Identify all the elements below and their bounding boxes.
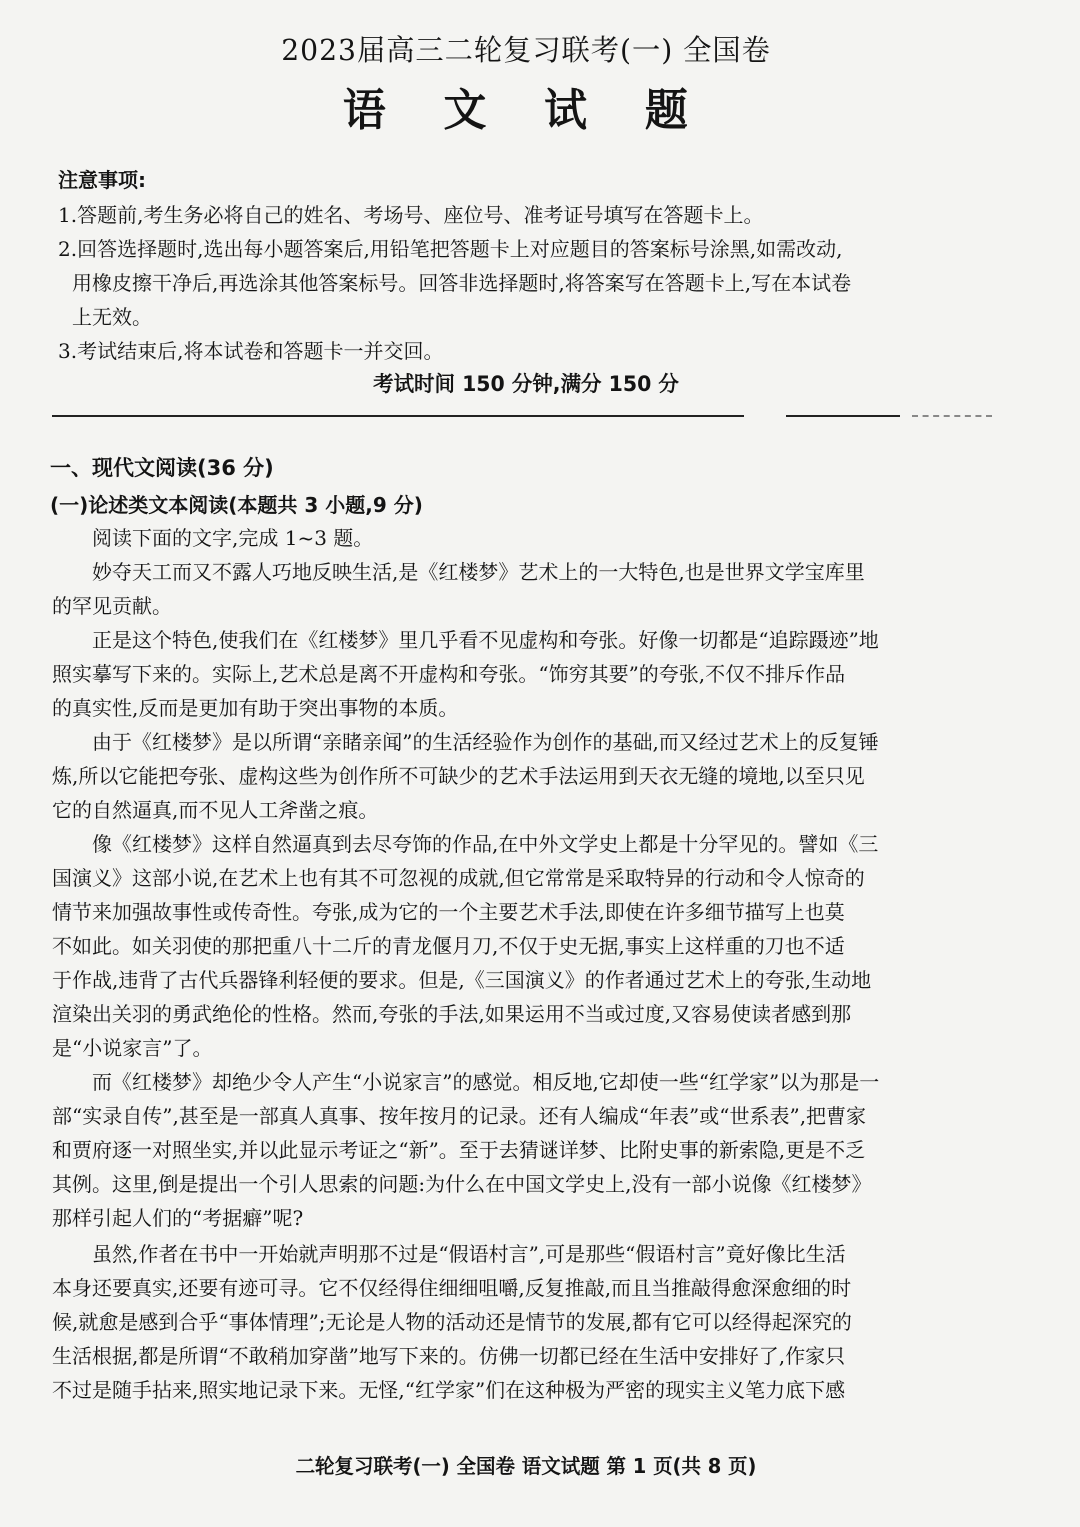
exam-time-info: 考试时间 150 分钟,满分 150 分 [373, 372, 679, 396]
page-footer: 二轮复习联考(一) 全国卷 语文试题 第 1 页(共 8 页) [295, 1454, 757, 1478]
divider-line-mid [786, 415, 900, 417]
passage-line: 于作战,违背了古代兵器锋利轻便的要求。但是,《三国演义》的作者通过艺术上的夸张,生动地 [52, 968, 872, 992]
divider-line-left [52, 415, 744, 417]
notice-item-1: 1.答题前,考生务必将自己的姓名、考场号、座位号、准考证号填写在答题卡上。 [58, 203, 764, 227]
passage-line: 渲染出关羽的勇武绝伦的性格。然而,夸张的手法,如果运用不当或过度,又容易使读者感到那 [52, 1002, 852, 1026]
passage-line: 不过是随手拈来,照实地记录下来。无怪,“红学家”们在这种极为严密的现实主义笔力底下感 [52, 1378, 846, 1402]
passage-line: 照实摹写下来的。实际上,艺术总是离不开虚构和夸张。“饰穷其要”的夸张,不仅不排斥作品 [52, 662, 846, 686]
section-subheading: (一)论述类文本阅读(本题共 3 小题,9 分) [50, 493, 423, 517]
passage-line: 妙夺天工而又不露人巧地反映生活,是《红楼梦》艺术上的一大特色,也是世界文学宝库里 [92, 560, 865, 584]
passage-line: 而《红楼梦》却绝少令人产生“小说家言”的感觉。相反地,它却使一些“红学家”以为那是一 [92, 1070, 880, 1094]
passage-line: 炼,所以它能把夸张、虚构这些为创作所不可缺少的艺术手法运用到天衣无缝的境地,以至只见 [52, 764, 865, 788]
passage-line: 和贾府逐一对照坐实,并以此显示考证之“新”。至于去猜谜详梦、比附史事的新索隐,更是不乏 [52, 1138, 866, 1162]
passage-line: 本身还要真实,还要有迹可寻。它不仅经得住细细咀嚼,反复推敲,而且当推敲得愈深愈细的时 [52, 1276, 852, 1300]
subject-title: 语 文 试 题 [342, 85, 710, 136]
divider-line-right [912, 415, 992, 417]
passage-line: 部“实录自传”,甚至是一部真人真事、按年按月的记录。还有人编成“年表”或“世系表”,把曹家 [52, 1104, 867, 1128]
passage-line: 国演义》这部小说,在艺术上也有其不可忽视的成就,但它常常是采取特异的行动和令人惊奇的 [52, 866, 865, 890]
passage-line: 虽然,作者在书中一开始就声明那不过是“假语村言”,可是那些“假语村言”竟好像比生活 [92, 1242, 846, 1266]
passage-line: 其例。这里,倒是提出一个引人思索的问题:为什么在中国文学史上,没有一部小说像《红楼梦》 [52, 1172, 872, 1196]
passage-line: 生活根据,都是所谓“不敢稍加穿凿”地写下来的。仿佛一切都已经在生活中安排好了,作家只 [52, 1344, 846, 1368]
notice-item-2-line-3: 上无效。 [72, 305, 152, 329]
notice-title: 注意事项: [58, 168, 146, 192]
passage-line: 它的自然逼真,而不见人工斧凿之痕。 [52, 798, 379, 822]
reading-instruction: 阅读下面的文字,完成 1~3 题。 [92, 526, 374, 550]
notice-item-2-line-1: 2.回答选择题时,选出每小题答案后,用铅笔把答题卡上对应题目的答案标号涂黑,如需改动, [58, 237, 843, 261]
passage-line: 像《红楼梦》这样自然逼真到去尽夸饰的作品,在中外文学史上都是十分罕见的。譬如《三 [92, 832, 879, 856]
passage-line: 的罕见贡献。 [52, 594, 172, 618]
notice-item-3: 3.考试结束后,将本试卷和答题卡一并交回。 [58, 339, 444, 363]
passage-line: 是“小说家言”了。 [52, 1036, 213, 1060]
notice-item-2-line-2: 用橡皮擦干净后,再选涂其他答案标号。回答非选择题时,将答案写在答题卡上,写在本试卷 [72, 271, 852, 295]
section-heading: 一、现代文阅读(36 分) [50, 456, 274, 480]
passage-line: 的真实性,反而是更加有助于突出事物的本质。 [52, 696, 459, 720]
passage-line: 由于《红楼梦》是以所谓“亲睹亲闻”的生活经验作为创作的基础,而又经过艺术上的反复锤 [92, 730, 879, 754]
passage-line: 正是这个特色,使我们在《红楼梦》里几乎看不见虚构和夸张。好像一切都是“追踪蹑迹”地 [92, 628, 879, 652]
passage-line: 情节来加强故事性或传奇性。夸张,成为它的一个主要艺术手法,即使在许多细节描写上也莫 [52, 900, 845, 924]
passage-line: 那样引起人们的“考据癖”呢? [52, 1206, 304, 1230]
exam-title: 2023届高三二轮复习联考(一) 全国卷 [281, 33, 771, 67]
passage-line: 不如此。如关羽使的那把重八十二斤的青龙偃月刀,不仅于史无据,事实上这样重的刀也不适 [52, 934, 845, 958]
passage-line: 候,就愈是感到合乎“事体情理”;无论是人物的活动还是情节的发展,都有它可以经得起深究的 [52, 1310, 852, 1334]
